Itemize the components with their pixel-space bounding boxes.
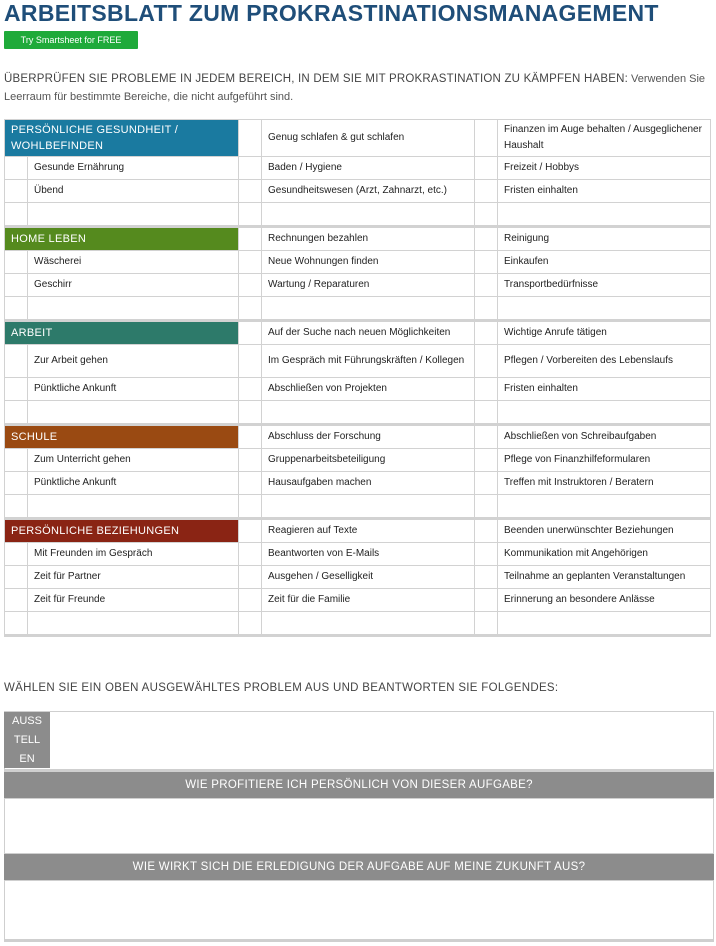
checkbox[interactable] — [5, 157, 28, 180]
checkbox[interactable] — [239, 472, 262, 495]
checkbox[interactable] — [239, 227, 262, 251]
list-item: Pünktliche Ankunft — [28, 472, 239, 495]
list-item: Zeit für die Familie — [262, 589, 475, 612]
checkbox[interactable] — [475, 321, 498, 345]
checkbox[interactable] — [5, 472, 28, 495]
list-item: Ausgehen / Geselligkeit — [262, 566, 475, 589]
blank-cell[interactable] — [498, 297, 711, 321]
list-item: Genug schlafen & gut schlafen — [262, 120, 475, 157]
list-item: Abschließen von Schreibaufgaben — [498, 425, 711, 449]
list-item: Pflege von Finanzhilfeformularen — [498, 449, 711, 472]
table-row — [5, 180, 711, 203]
ausstellen-label-line: AUSS — [12, 715, 42, 727]
blank-cell[interactable] — [262, 495, 475, 519]
list-item: Wartung / Reparaturen — [262, 274, 475, 297]
list-item: Zum Unterricht gehen — [28, 449, 239, 472]
table-row — [5, 589, 711, 612]
list-item: Abschließen von Projekten — [262, 378, 475, 401]
checkbox[interactable] — [5, 401, 28, 425]
checkbox[interactable] — [475, 472, 498, 495]
checkbox[interactable] — [5, 566, 28, 589]
blank-cell[interactable] — [28, 203, 239, 227]
checkbox[interactable] — [475, 612, 498, 636]
list-item: Freizeit / Hobbys — [498, 157, 711, 180]
checkbox[interactable] — [475, 566, 498, 589]
list-item: Reinigung — [498, 227, 711, 251]
blank-cell[interactable] — [262, 401, 475, 425]
checkbox[interactable] — [475, 519, 498, 543]
table-row — [5, 227, 711, 251]
answer-future-box[interactable] — [4, 880, 714, 942]
blank-cell[interactable] — [28, 401, 239, 425]
list-item: Pflegen / Vorbereiten des Lebenslaufs — [498, 345, 711, 378]
checkbox[interactable] — [239, 495, 262, 519]
checkbox[interactable] — [239, 401, 262, 425]
checkbox[interactable] — [475, 543, 498, 566]
list-item: Gesunde Ernährung — [28, 157, 239, 180]
list-item: Erinnerung an besondere Anlässe — [498, 589, 711, 612]
blank-cell[interactable] — [498, 203, 711, 227]
checkbox[interactable] — [239, 425, 262, 449]
checkbox[interactable] — [239, 251, 262, 274]
intro-note: Verwenden Sie Leerraum für bestimmte Bereiche, die nicht aufgeführt sind. — [4, 73, 706, 103]
blank-cell[interactable] — [28, 495, 239, 519]
checkbox[interactable] — [5, 543, 28, 566]
list-item: Wichtige Anrufe tätigen — [498, 321, 711, 345]
checkbox[interactable] — [475, 589, 498, 612]
blank-cell[interactable] — [498, 495, 711, 519]
checkbox[interactable] — [475, 203, 498, 227]
list-item: Fristen einhalten — [498, 378, 711, 401]
list-item: Beantworten von E-Mails — [262, 543, 475, 566]
intro-heading: ÜBERPRÜFEN SIE PROBLEME IN JEDEM BEREICH, IN DEM SIE MIT PROKRASTINATION ZU KÄMPFEN HABEN: — [4, 73, 628, 85]
table-row-blank — [5, 297, 711, 321]
table-row — [5, 543, 711, 566]
list-item: Pünktliche Ankunft — [28, 378, 239, 401]
checkbox[interactable] — [5, 180, 28, 203]
list-item: Zur Arbeit gehen — [28, 345, 239, 378]
list-item: Übend — [28, 180, 239, 203]
checkbox[interactable] — [5, 297, 28, 321]
checkbox[interactable] — [239, 274, 262, 297]
table-row — [5, 251, 711, 274]
checkbox[interactable] — [5, 589, 28, 612]
ausstellen-label-line: TELL — [13, 734, 41, 746]
blank-cell[interactable] — [262, 612, 475, 636]
blank-cell[interactable] — [262, 203, 475, 227]
checkbox[interactable] — [239, 566, 262, 589]
checkbox[interactable] — [239, 203, 262, 227]
list-item: Mit Freunden im Gespräch — [28, 543, 239, 566]
checkbox[interactable] — [239, 543, 262, 566]
section-header-gesundheit: PERSÖNLICHE GESUNDHEIT / WOHLBEFINDEN — [5, 120, 239, 157]
list-item: Zeit für Freunde — [28, 589, 239, 612]
checkbox[interactable] — [239, 345, 262, 378]
checkbox[interactable] — [239, 180, 262, 203]
ausstellen-label — [4, 712, 50, 768]
blank-cell[interactable] — [498, 401, 711, 425]
list-item: Auf der Suche nach neuen Möglichkeiten — [262, 321, 475, 345]
section-header-arbeit: ARBEIT — [5, 321, 239, 345]
ausstellen-input-box[interactable] — [4, 711, 714, 772]
list-item: Geschirr — [28, 274, 239, 297]
checkbox[interactable] — [5, 449, 28, 472]
checkbox[interactable] — [5, 345, 28, 378]
ausstellen-label-line: EN — [19, 753, 35, 765]
checkbox[interactable] — [5, 612, 28, 636]
page-title: ARBEITSBLATT ZUM PROKRASTINATIONSMANAGEMENT — [4, 0, 659, 26]
list-item: Teilnahme an geplanten Veranstaltungen — [498, 566, 711, 589]
list-item: Hausaufgaben machen — [262, 472, 475, 495]
table-row-blank — [5, 401, 711, 425]
list-item: Finanzen im Auge behalten / Ausgeglichener Haushalt — [498, 120, 711, 157]
blank-cell[interactable] — [28, 297, 239, 321]
list-item: Gesundheitswesen (Arzt, Zahnarzt, etc.) — [262, 180, 475, 203]
table-row — [5, 321, 711, 345]
checkbox[interactable] — [239, 120, 262, 157]
checkbox[interactable] — [5, 203, 28, 227]
checkbox[interactable] — [475, 274, 498, 297]
checkbox[interactable] — [475, 449, 498, 472]
list-item: Fristen einhalten — [498, 180, 711, 203]
checkbox[interactable] — [475, 345, 498, 378]
table-row-blank — [5, 495, 711, 519]
checkbox[interactable] — [475, 180, 498, 203]
blank-cell[interactable] — [28, 612, 239, 636]
checkbox[interactable] — [475, 495, 498, 519]
checkbox[interactable] — [239, 612, 262, 636]
checkbox[interactable] — [475, 425, 498, 449]
checkbox[interactable] — [475, 297, 498, 321]
list-item: Abschluss der Forschung — [262, 425, 475, 449]
problem-areas-table — [4, 119, 711, 637]
section-header-schule: SCHULE — [5, 425, 239, 449]
checkbox[interactable] — [239, 378, 262, 401]
list-item: Reagieren auf Texte — [262, 519, 475, 543]
table-row — [5, 425, 711, 449]
blank-cell[interactable] — [262, 297, 475, 321]
checkbox[interactable] — [239, 297, 262, 321]
checkbox[interactable] — [239, 449, 262, 472]
list-item: Transportbedürfnisse — [498, 274, 711, 297]
section-header-home: HOME LEBEN — [5, 227, 239, 251]
list-item: Gruppenarbeitsbeteiligung — [262, 449, 475, 472]
list-item: Wäscherei — [28, 251, 239, 274]
list-item: Neue Wohnungen finden — [262, 251, 475, 274]
list-item: Im Gespräch mit Führungskräften / Kollegen — [262, 345, 475, 378]
checkbox[interactable] — [5, 495, 28, 519]
checkbox[interactable] — [239, 589, 262, 612]
table-row — [5, 345, 711, 378]
checkbox[interactable] — [475, 378, 498, 401]
table-row — [5, 472, 711, 495]
try-smartsheet-button[interactable]: Try Smartsheet for FREE — [4, 31, 138, 49]
intro-text — [4, 70, 710, 106]
section-header-beziehungen: PERSÖNLICHE BEZIEHUNGEN — [5, 519, 239, 543]
list-item: Kommunikation mit Angehörigen — [498, 543, 711, 566]
table-row — [5, 449, 711, 472]
checkbox[interactable] — [5, 274, 28, 297]
blank-cell[interactable] — [498, 612, 711, 636]
checkbox[interactable] — [475, 227, 498, 251]
table-row — [5, 566, 711, 589]
table-row — [5, 274, 711, 297]
checkbox[interactable] — [475, 401, 498, 425]
question-future-header: WIE WIRKT SICH DIE ERLEDIGUNG DER AUFGABE AUF MEINE ZUKUNFT AUS? — [4, 854, 714, 880]
checkbox[interactable] — [5, 378, 28, 401]
list-item: Zeit für Partner — [28, 566, 239, 589]
list-item: Treffen mit Instruktoren / Beratern — [498, 472, 711, 495]
table-row — [5, 157, 711, 180]
list-item: Rechnungen bezahlen — [262, 227, 475, 251]
checkbox[interactable] — [239, 321, 262, 345]
table-row-blank — [5, 612, 711, 636]
table-row — [5, 519, 711, 543]
table-row-blank — [5, 203, 711, 227]
checkbox[interactable] — [239, 157, 262, 180]
table-row — [5, 378, 711, 401]
question-benefit-header: WIE PROFITIERE ICH PERSÖNLICH VON DIESER AUFGABE? — [4, 772, 714, 798]
checkbox[interactable] — [475, 251, 498, 274]
checkbox[interactable] — [5, 251, 28, 274]
checkbox[interactable] — [239, 519, 262, 543]
checkbox[interactable] — [475, 157, 498, 180]
list-item: Einkaufen — [498, 251, 711, 274]
list-item: Baden / Hygiene — [262, 157, 475, 180]
select-problem-heading: WÄHLEN SIE EIN OBEN AUSGEWÄHLTES PROBLEM AUS UND BEANTWORTEN SIE FOLGENDES: — [4, 682, 559, 694]
list-item: Beenden unerwünschter Beziehungen — [498, 519, 711, 543]
table-row — [5, 120, 711, 157]
answer-benefit-box[interactable] — [4, 798, 714, 854]
checkbox[interactable] — [475, 120, 498, 157]
